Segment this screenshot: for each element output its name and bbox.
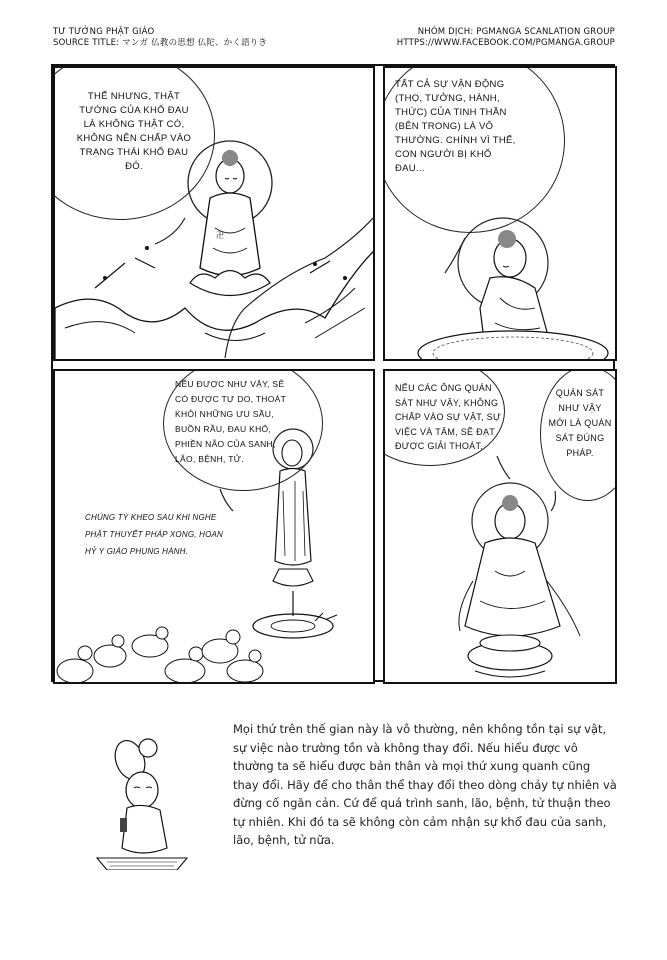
group-url: HTTPS://WWW.FACEBOOK.COM/PGMANGA.GROUP — [396, 38, 615, 48]
panel-1 — [53, 66, 375, 361]
speech-bubble-text: TẤT CẢ SỰ VẬN ĐỘNG (THỌ, TƯỞNG, HÀNH, THỨC) CỦA TINH THẦN (BÊN TRONG) LÀ VÔ THƯỜNG. CHÍNH VÌ THẾ, CON NGƯỜI BỊ KHỔ ĐAU... — [395, 79, 516, 174]
speech-bubble-text: NẾU CÁC ÔNG QUÁN SÁT NHƯ VẬY, KHÔNG CHẤP VÀO SỰ VẬT, SỰ VIỆC VÀ TÂM, SẼ ĐẠT ĐƯỢC GIẢI THOÁT. — [395, 383, 501, 451]
series-title: TƯ TƯỞNG PHẬT GIÁO — [53, 27, 155, 37]
speech-bubble-text-2: QUÁN SÁT NHƯ VẬY MỚI LÀ QUÁN SÁT ĐÚNG PHÁP. — [548, 388, 612, 458]
panel-3 — [53, 369, 375, 684]
narration-caption: CHÚNG TỲ KHEO SAU KHI NGHE PHẬT THUYẾT PHÁP XONG, HOAN HỶ Y GIÁO PHỤNG HÀNH. — [85, 513, 224, 556]
header-right — [397, 27, 615, 49]
monk-mascot-illustration — [92, 730, 192, 870]
speech-bubble-text: THẾ NHƯNG, THẬT TƯỚNG CỦA KHỔ ĐAU LÀ KHÔNG THẬT CÓ, KHÔNG NÊN CHẤP VÀO TRẠNG THÁI KHỔ ĐAU ĐÓ. — [76, 91, 192, 172]
svg-text:卍: 卍 — [216, 231, 224, 240]
panel-2 — [383, 66, 617, 361]
group-credit: NHÓM DỊCH: PGMANGA SCANLATION GROUP — [417, 27, 615, 37]
explanation-paragraph: Mọi thứ trên thế gian này là vô thường, nên không tồn tại sự vật, sự việc nào trường tồn và không thay đổi. Nếu hiểu được vô thường ta sẽ hiểu được bản thân và mọi thứ xung quanh cũng thay đổi. Hãy để cho thân thể thay đổi theo dòng chảy tự nhiên và đừng cố ngăn cản. Cứ để quá trình sanh, lão, bệnh, tử thuận theo tự nhiên. Khi đó ta sẽ không còn cảm nhận sự khổ đau của sanh, lão, bệnh, tử nữa. — [233, 722, 617, 847]
header-left — [53, 27, 267, 49]
comic-page — [51, 64, 615, 682]
panel-4 — [383, 369, 617, 684]
speech-bubble-text: NẾU ĐƯỢC NHƯ VẬY, SẼ CÓ ĐƯỢC TỰ DO, THOÁT KHỎI NHỮNG ƯU SẦU, BUỒN RẦU, ĐAU KHỔ, PHIỀN NÃO CỦA SANH, LÃO, BỆNH, TỬ. — [175, 379, 286, 464]
source-title: SOURCE TITLE: マンガ 仏教の思想 仏陀、かく語りき — [53, 38, 268, 48]
